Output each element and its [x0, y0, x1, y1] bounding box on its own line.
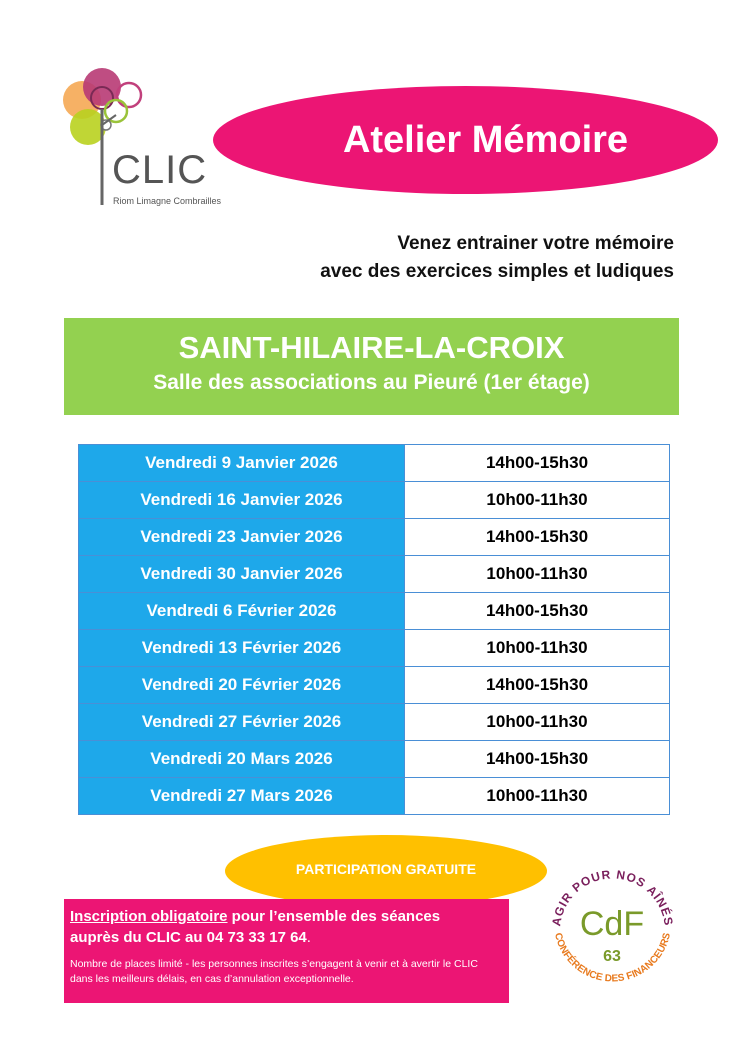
session-date: Vendredi 13 Février 2026	[79, 630, 405, 667]
cdf-logo-text: CdF	[579, 905, 645, 943]
session-date: Vendredi 23 Janvier 2026	[79, 519, 405, 556]
tagline	[320, 230, 674, 286]
session-date: Vendredi 27 Mars 2026	[79, 778, 405, 815]
session-date: Vendredi 30 Janvier 2026	[79, 556, 405, 593]
table-row	[79, 556, 670, 593]
title-banner	[213, 86, 718, 194]
session-time: 14h00-15h30	[405, 667, 670, 704]
logo-circle-pink	[117, 83, 141, 107]
table-row	[79, 704, 670, 741]
inscription-box	[64, 899, 509, 1003]
session-date: Vendredi 27 Février 2026	[79, 704, 405, 741]
session-time: 10h00-11h30	[405, 482, 670, 519]
session-date: Vendredi 20 Février 2026	[79, 667, 405, 704]
logo-circle-green	[105, 100, 127, 122]
session-time: 10h00-11h30	[405, 556, 670, 593]
cdf-badge	[540, 853, 685, 998]
table-row	[79, 519, 670, 556]
session-time: 14h00-15h30	[405, 445, 670, 482]
inscription-text-end: .	[306, 929, 311, 946]
session-time: 14h00-15h30	[405, 741, 670, 778]
session-time: 10h00-11h30	[405, 630, 670, 667]
session-time: 10h00-11h30	[405, 778, 670, 815]
session-date: Vendredi 16 Janvier 2026	[79, 482, 405, 519]
location-venue: Salle des associations au Pieuré (1er étage)	[153, 371, 590, 394]
session-date: Vendredi 9 Janvier 2026	[79, 445, 405, 482]
cdf-top-text: AGIR POUR NOS AÎNÉS	[549, 867, 676, 928]
schedule-table	[78, 444, 670, 815]
inscription-main	[70, 906, 503, 948]
session-date: Vendredi 6 Février 2026	[79, 593, 405, 630]
session-time: 10h00-11h30	[405, 704, 670, 741]
table-row	[79, 593, 670, 630]
logo-name: CLIC	[112, 148, 208, 192]
cdf-bottom-text: CONFÉRENCE DES FINANCEURS	[551, 931, 674, 985]
inscription-note: Nombre de places limité - les personnes inscrites s’engagent à venir et à avertir le CLIC dans les meilleurs délais, en cas d’annulation exceptionnelle.	[70, 958, 478, 985]
table-row	[79, 778, 670, 815]
table-row	[79, 630, 670, 667]
tagline-line-2: avec des exercices simples et ludiques	[320, 261, 674, 282]
logo-subtitle: Riom Limagne Combrailles	[113, 196, 222, 206]
participation-label: PARTICIPATION GRATUITE	[295, 861, 477, 877]
session-date: Vendredi 20 Mars 2026	[79, 741, 405, 778]
page-title: Atelier Mémoire	[342, 118, 629, 161]
location-band	[64, 318, 679, 415]
cdf-number: 63	[603, 948, 621, 965]
session-time: 14h00-15h30	[405, 519, 670, 556]
table-row	[79, 741, 670, 778]
inscription-highlight: Inscription obligatoire	[70, 908, 228, 925]
schedule-body	[79, 445, 670, 815]
tagline-line-1: Venez entrainer votre mémoire	[397, 233, 674, 254]
inscription-text-1: pour l’ensemble des séances	[227, 908, 441, 925]
location-city: SAINT-HILAIRE-LA-CROIX	[178, 330, 565, 365]
table-row	[79, 445, 670, 482]
table-row	[79, 667, 670, 704]
session-time: 14h00-15h30	[405, 593, 670, 630]
clic-logo	[60, 65, 220, 215]
inscription-text-2: auprès du CLIC au 04 73 33 17 64	[70, 929, 307, 946]
table-row	[79, 482, 670, 519]
